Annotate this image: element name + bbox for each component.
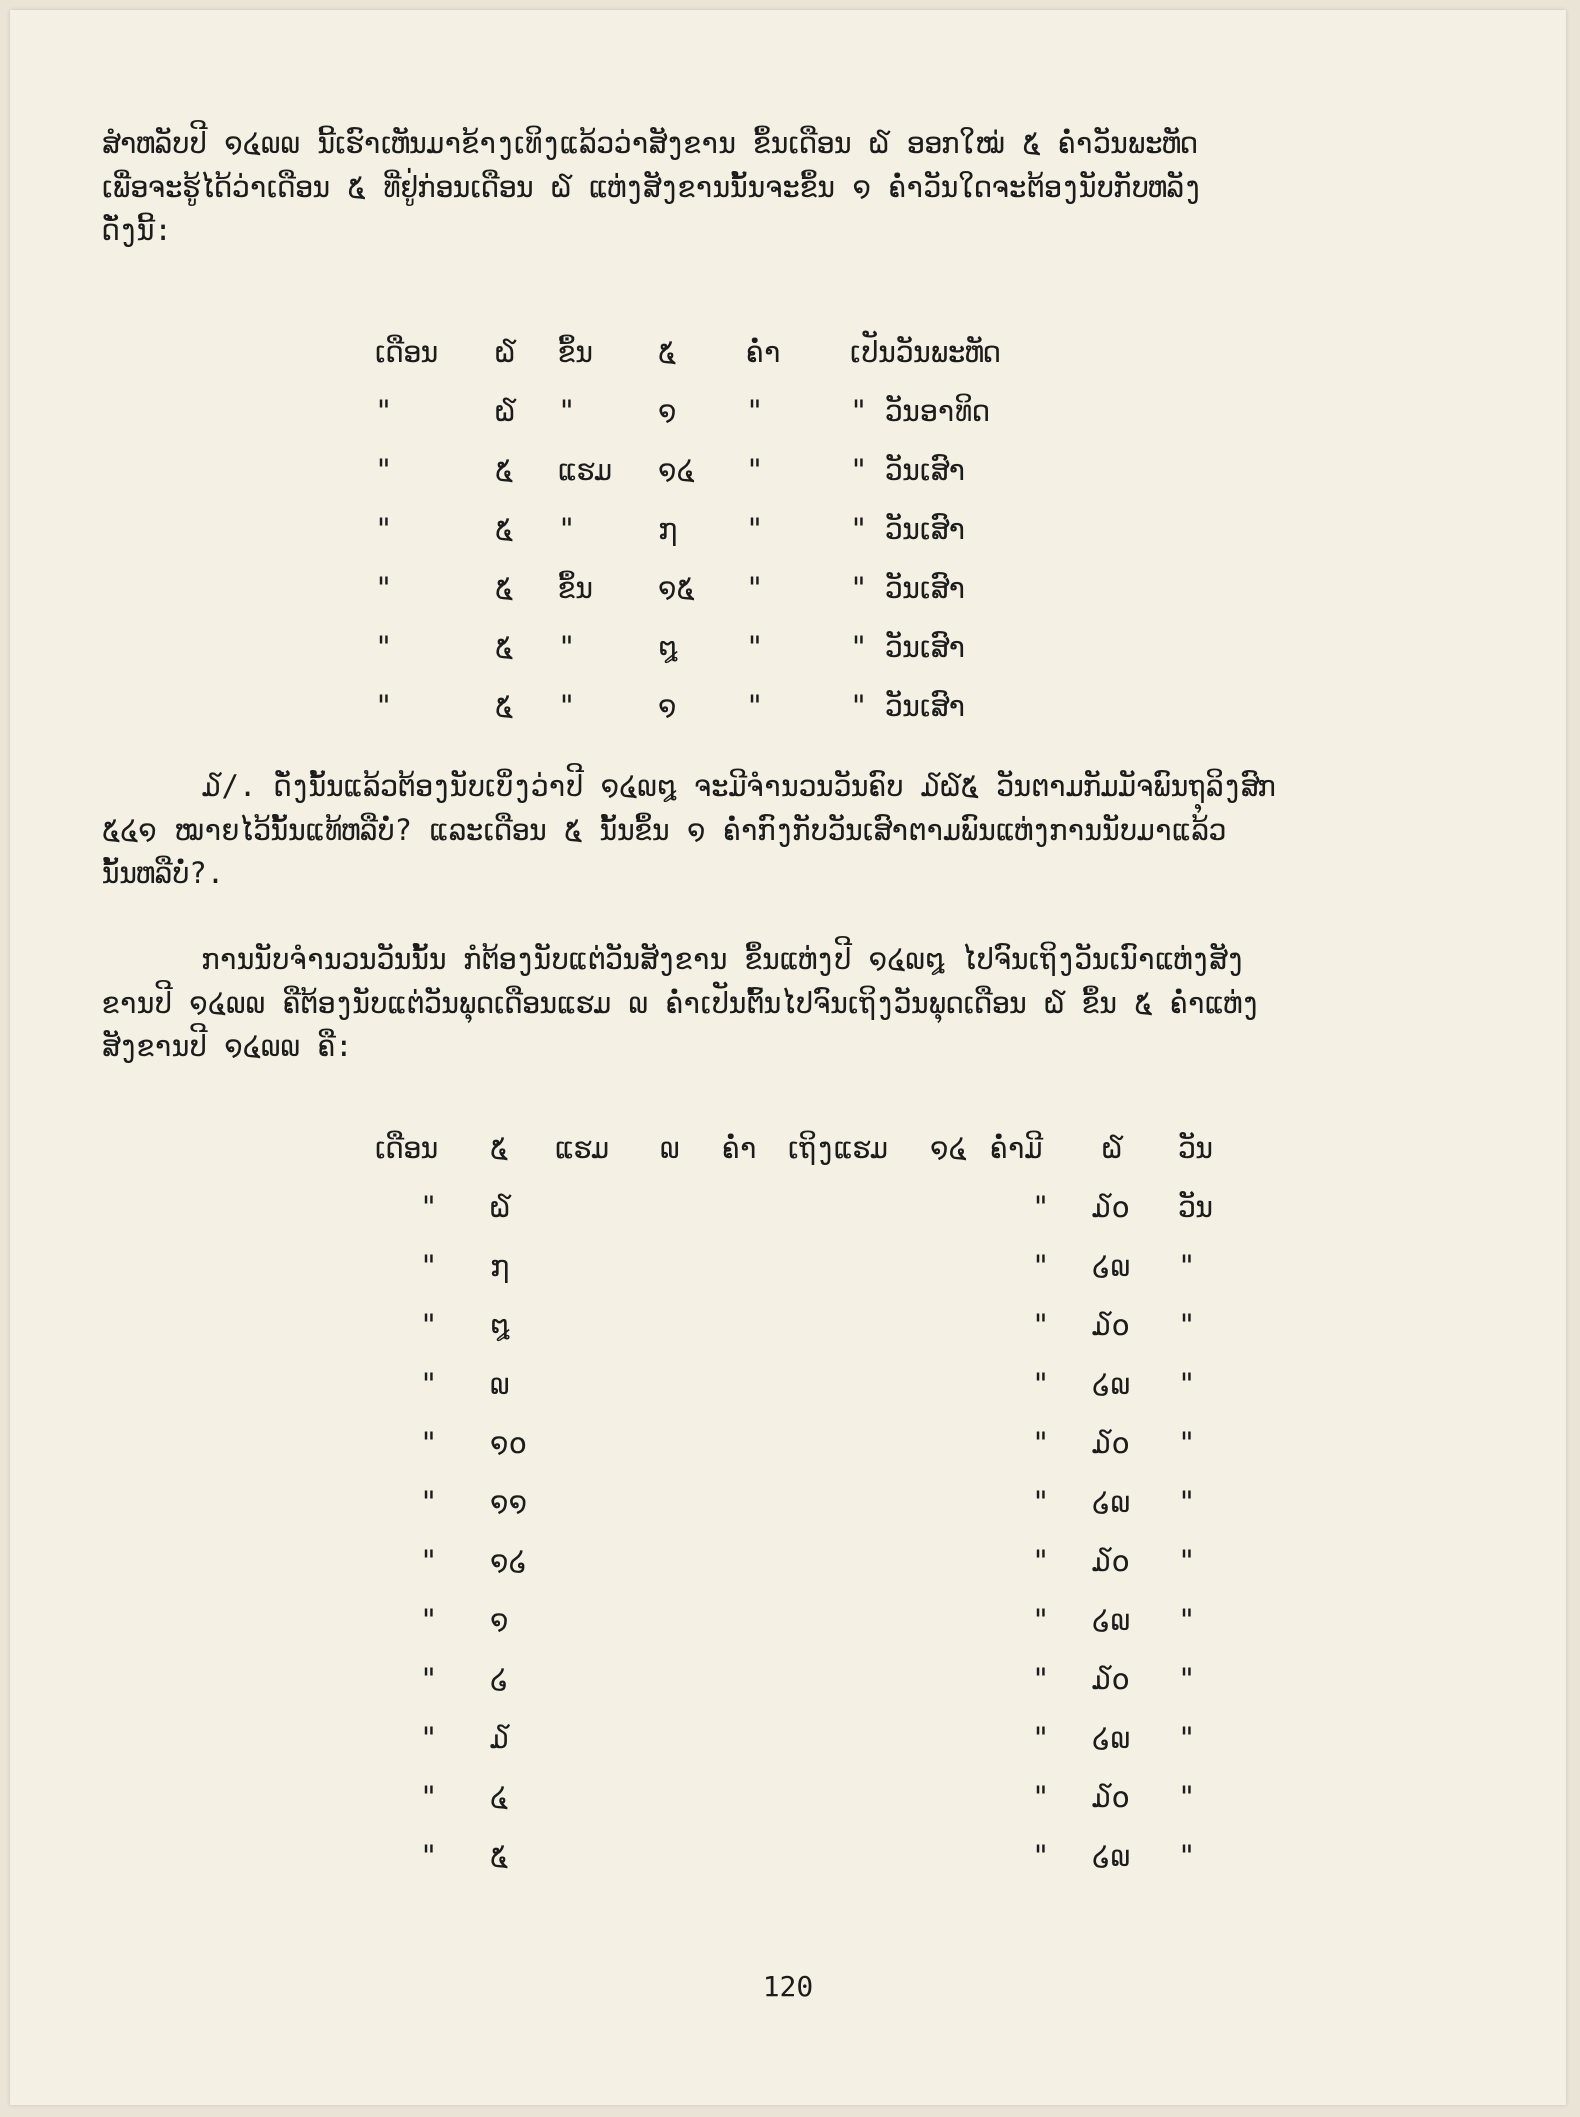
table2-cell: " — [1032, 1485, 1050, 1519]
table1-cell: " — [558, 630, 576, 664]
table2-cell: ໗ — [490, 1249, 510, 1283]
table2-cell: " — [1032, 1662, 1050, 1696]
table2-cell: ໑໐ — [490, 1426, 528, 1460]
table1-cell: ຂຶ້ນ — [558, 571, 593, 605]
table2-header-cell: ໑໔ — [930, 1131, 967, 1165]
paragraph-2 — [102, 765, 1492, 896]
table2-cell: ໕ — [490, 1839, 509, 1873]
table1-cell: " — [746, 571, 764, 605]
page-number: 120 — [762, 1970, 814, 2003]
table2-cell: " — [420, 1367, 438, 1401]
table1-cell: " ວັນເສົາ — [850, 689, 966, 723]
table2-cell: " — [1178, 1662, 1196, 1696]
table2-cell: ໓໐ — [1092, 1662, 1130, 1696]
table2-cell: ໙ — [490, 1367, 510, 1401]
table2-cell: " — [1178, 1249, 1196, 1283]
table2-cell: ໒໙ — [1092, 1839, 1131, 1873]
paragraph-2-line: ນັ້ນຫລືບໍ່?. — [102, 856, 225, 890]
table2-cell: " — [1032, 1603, 1050, 1637]
table2-cell: " — [420, 1249, 438, 1283]
table2-cell: ໘ — [490, 1308, 510, 1342]
table2-cell: " — [1178, 1603, 1196, 1637]
table1-cell: ແຮມ — [558, 453, 612, 487]
table2-cell: ໖ — [490, 1190, 511, 1224]
table2-cell: ໒໙ — [1092, 1721, 1131, 1755]
table2-cell: " — [420, 1485, 438, 1519]
table1-cell: ໑ — [658, 394, 677, 428]
table2-cell: " — [1032, 1190, 1050, 1224]
paragraph-1-line: ດັ່ງນີ້: — [102, 213, 172, 247]
table2-cell: " — [420, 1721, 438, 1755]
table2-header-cell: ໖ — [1102, 1131, 1123, 1165]
table2-cell: " — [1178, 1544, 1196, 1578]
table2-cell: " — [1178, 1426, 1196, 1460]
table1-cell: " — [558, 512, 576, 546]
table2-header-cell: ຄ່ຳມີ — [990, 1131, 1043, 1165]
table2-cell: " — [1178, 1367, 1196, 1401]
table1-cell: " — [375, 453, 393, 487]
table1-cell: ໑ — [658, 689, 677, 723]
table1-cell: " — [746, 630, 764, 664]
table2-header-cell: ເຖິງແຮມ — [788, 1131, 888, 1165]
table2-cell: ໓໐ — [1092, 1308, 1130, 1342]
table1-cell: ໖ — [495, 394, 516, 428]
table1-cell: ໕ — [495, 689, 514, 723]
table2-cell: " — [420, 1839, 438, 1873]
table1-cell: ເດືອນ — [375, 335, 439, 369]
table2-cell: ໔ — [490, 1780, 509, 1814]
table2-cell: " — [420, 1662, 438, 1696]
table2-cell: ໒ — [490, 1662, 509, 1696]
table1-cell: " ວັນເສົາ — [850, 512, 966, 546]
table2-cell: ໓ — [490, 1721, 510, 1755]
table1-cell: ຂຶ້ນ — [558, 335, 593, 369]
table2-cell: ໓໐ — [1092, 1190, 1130, 1224]
paragraph-1-line: ເພື່ອຈະຮູ້ໄດ້ວ່າເດືອນ ໕ ທີ່ຢູ່ກ່ອນເດືອນ ໖ ແຫ່ງສັງຂານນັ້ນຈະຂຶ້ນ ໑ ຄ່ຳວັນໃດຈະຕ້ອງນັບກັບຫລັງ — [102, 169, 1202, 204]
table2-cell: " — [1032, 1780, 1050, 1814]
table1-cell: " ວັນເສົາ — [850, 453, 966, 487]
table2-cell: ໓໐ — [1092, 1780, 1130, 1814]
table1-cell: ເປັນວັນພະຫັດ — [850, 335, 1001, 369]
table1-cell: " ວັນເສົາ — [850, 571, 966, 605]
paragraph-1 — [102, 122, 1492, 253]
table1-cell: ໑໔ — [658, 453, 695, 487]
table1-cell: " — [558, 394, 576, 428]
table2-cell: " — [420, 1780, 438, 1814]
table2-header-cell: ວັນ — [1178, 1131, 1213, 1165]
table2-cell: " — [1178, 1308, 1196, 1342]
table1-cell: " — [746, 453, 764, 487]
table2-cell: " — [1032, 1544, 1050, 1578]
table1-cell: ໘ — [658, 630, 678, 664]
paragraph-3 — [102, 938, 1492, 1069]
paragraph-1-line: ສຳຫລັບປີ ໑໔໙໙ ນີ້ເຮົາເຫັນມາຂ້າງເທິງແລ້ວວ່າສັງຂານ ຂຶ້ນເດືອນ ໖ ອອກໃໝ່ ໕ ຄ່ຳວັນພະຫັດ — [102, 126, 1198, 160]
table1-cell: " — [375, 689, 393, 723]
table2-cell: " — [1032, 1839, 1050, 1873]
table2-header-cell: ໕ — [490, 1131, 509, 1165]
table2-cell: ໑໒ — [490, 1544, 528, 1578]
table2-cell: " — [1032, 1249, 1050, 1283]
table1-cell: " ວັນອາທິດ — [850, 394, 990, 428]
table2-cell: ໑ — [490, 1603, 509, 1637]
table1-cell: " — [746, 689, 764, 723]
table2-cell: " — [1178, 1721, 1196, 1755]
table2-cell: " — [420, 1308, 438, 1342]
table2-cell: " — [1178, 1780, 1196, 1814]
table1-cell: " ວັນເສົາ — [850, 630, 966, 664]
document-page — [10, 10, 1566, 2105]
table1-cell: ຄ່ຳ — [746, 335, 781, 369]
table2-cell: " — [1032, 1426, 1050, 1460]
table2-cell: " — [1032, 1721, 1050, 1755]
paragraph-3-line: ຂານປີ ໑໔໙໙ ຄືຕ້ອງນັບແຕ່ວັນພຸດເດືອນແຮມ ໙ ຄ່ຳເປັນຕົ້ນໄປຈົນເຖິງວັນພຸດເດືອນ ໖ ຂຶ້ນ ໕ ຄ່ຳແຫ່ງ — [102, 985, 1259, 1020]
table2-cell: ໓໐ — [1092, 1544, 1130, 1578]
table1-cell: " — [375, 512, 393, 546]
table2-cell: ວັນ — [1178, 1190, 1213, 1224]
table2-header-cell: ເດືອນ — [375, 1131, 439, 1165]
table2-cell: " — [1178, 1485, 1196, 1519]
table1-cell: ໖ — [495, 335, 516, 369]
paragraph-3-line: ສັງຂານປີ ໑໔໙໙ ຄື: — [102, 1029, 353, 1063]
table2-cell: ໒໙ — [1092, 1367, 1131, 1401]
table2-cell: " — [1032, 1367, 1050, 1401]
table2-header-cell: ແຮມ — [555, 1131, 609, 1165]
table1-cell: ໕ — [658, 335, 677, 369]
table1-cell: " — [746, 394, 764, 428]
paragraph-2-line: ໓/. ດັ່ງນັ້ນແລ້ວຕ້ອງນັບເບິ່ງວ່າປີ ໑໔໙໘ ຈະມີຈຳນວນວັນຄົບ ໓໖໕ ວັນຕາມກັມມັຈພົນຖຸລິງສົກ — [202, 769, 1276, 803]
table1-cell: " — [375, 571, 393, 605]
table1-cell: ໕ — [495, 453, 514, 487]
table2-header-cell: ໙ — [660, 1131, 680, 1165]
table1-cell: ໕ — [495, 571, 514, 605]
table2-cell: ໓໐ — [1092, 1426, 1130, 1460]
table1-cell: " — [558, 689, 576, 723]
table2-cell: " — [420, 1544, 438, 1578]
table1-cell: ໕ — [495, 630, 514, 664]
table2-cell: " — [420, 1426, 438, 1460]
table2-cell: " — [420, 1190, 438, 1224]
table2-cell: ໑໑ — [490, 1485, 528, 1519]
table1-cell: ໑໕ — [658, 571, 695, 605]
table1-cell: " — [746, 512, 764, 546]
table2-cell: ໒໙ — [1092, 1249, 1131, 1283]
table1-cell: ໕ — [495, 512, 514, 546]
table2-cell: ໒໙ — [1092, 1603, 1131, 1637]
table1-cell: " — [375, 394, 393, 428]
table2-header-cell: ຄ່ຳ — [722, 1131, 757, 1165]
table1-cell: ໗ — [658, 512, 678, 546]
table2-cell: " — [1178, 1839, 1196, 1873]
table2-cell: " — [420, 1603, 438, 1637]
table2-cell: ໒໙ — [1092, 1485, 1131, 1519]
paragraph-3-line: ການນັບຈຳນວນວັນນັ້ນ ກໍຕ້ອງນັບແຕ່ວັນສັງຂານ ຂຶ້ນແຫ່ງປີ ໑໔໙໘ ໄປຈົນເຖິງວັນເນົາແຫ່ງສັງ — [202, 942, 1245, 976]
table1-cell: " — [375, 630, 393, 664]
paragraph-2-line: ໕໔໑ ໝາຍໄວ້ນັ້ນແທ້ຫລືບໍ່? ແລະເດືອນ ໕ ນັ້ນຂຶ້ນ ໑ ຄ່ຳກົງກັບວັນເສົາຕາມພົນແຫ່ງການນັບມາແລ້ວ — [102, 812, 1227, 847]
table2-cell: " — [1032, 1308, 1050, 1342]
